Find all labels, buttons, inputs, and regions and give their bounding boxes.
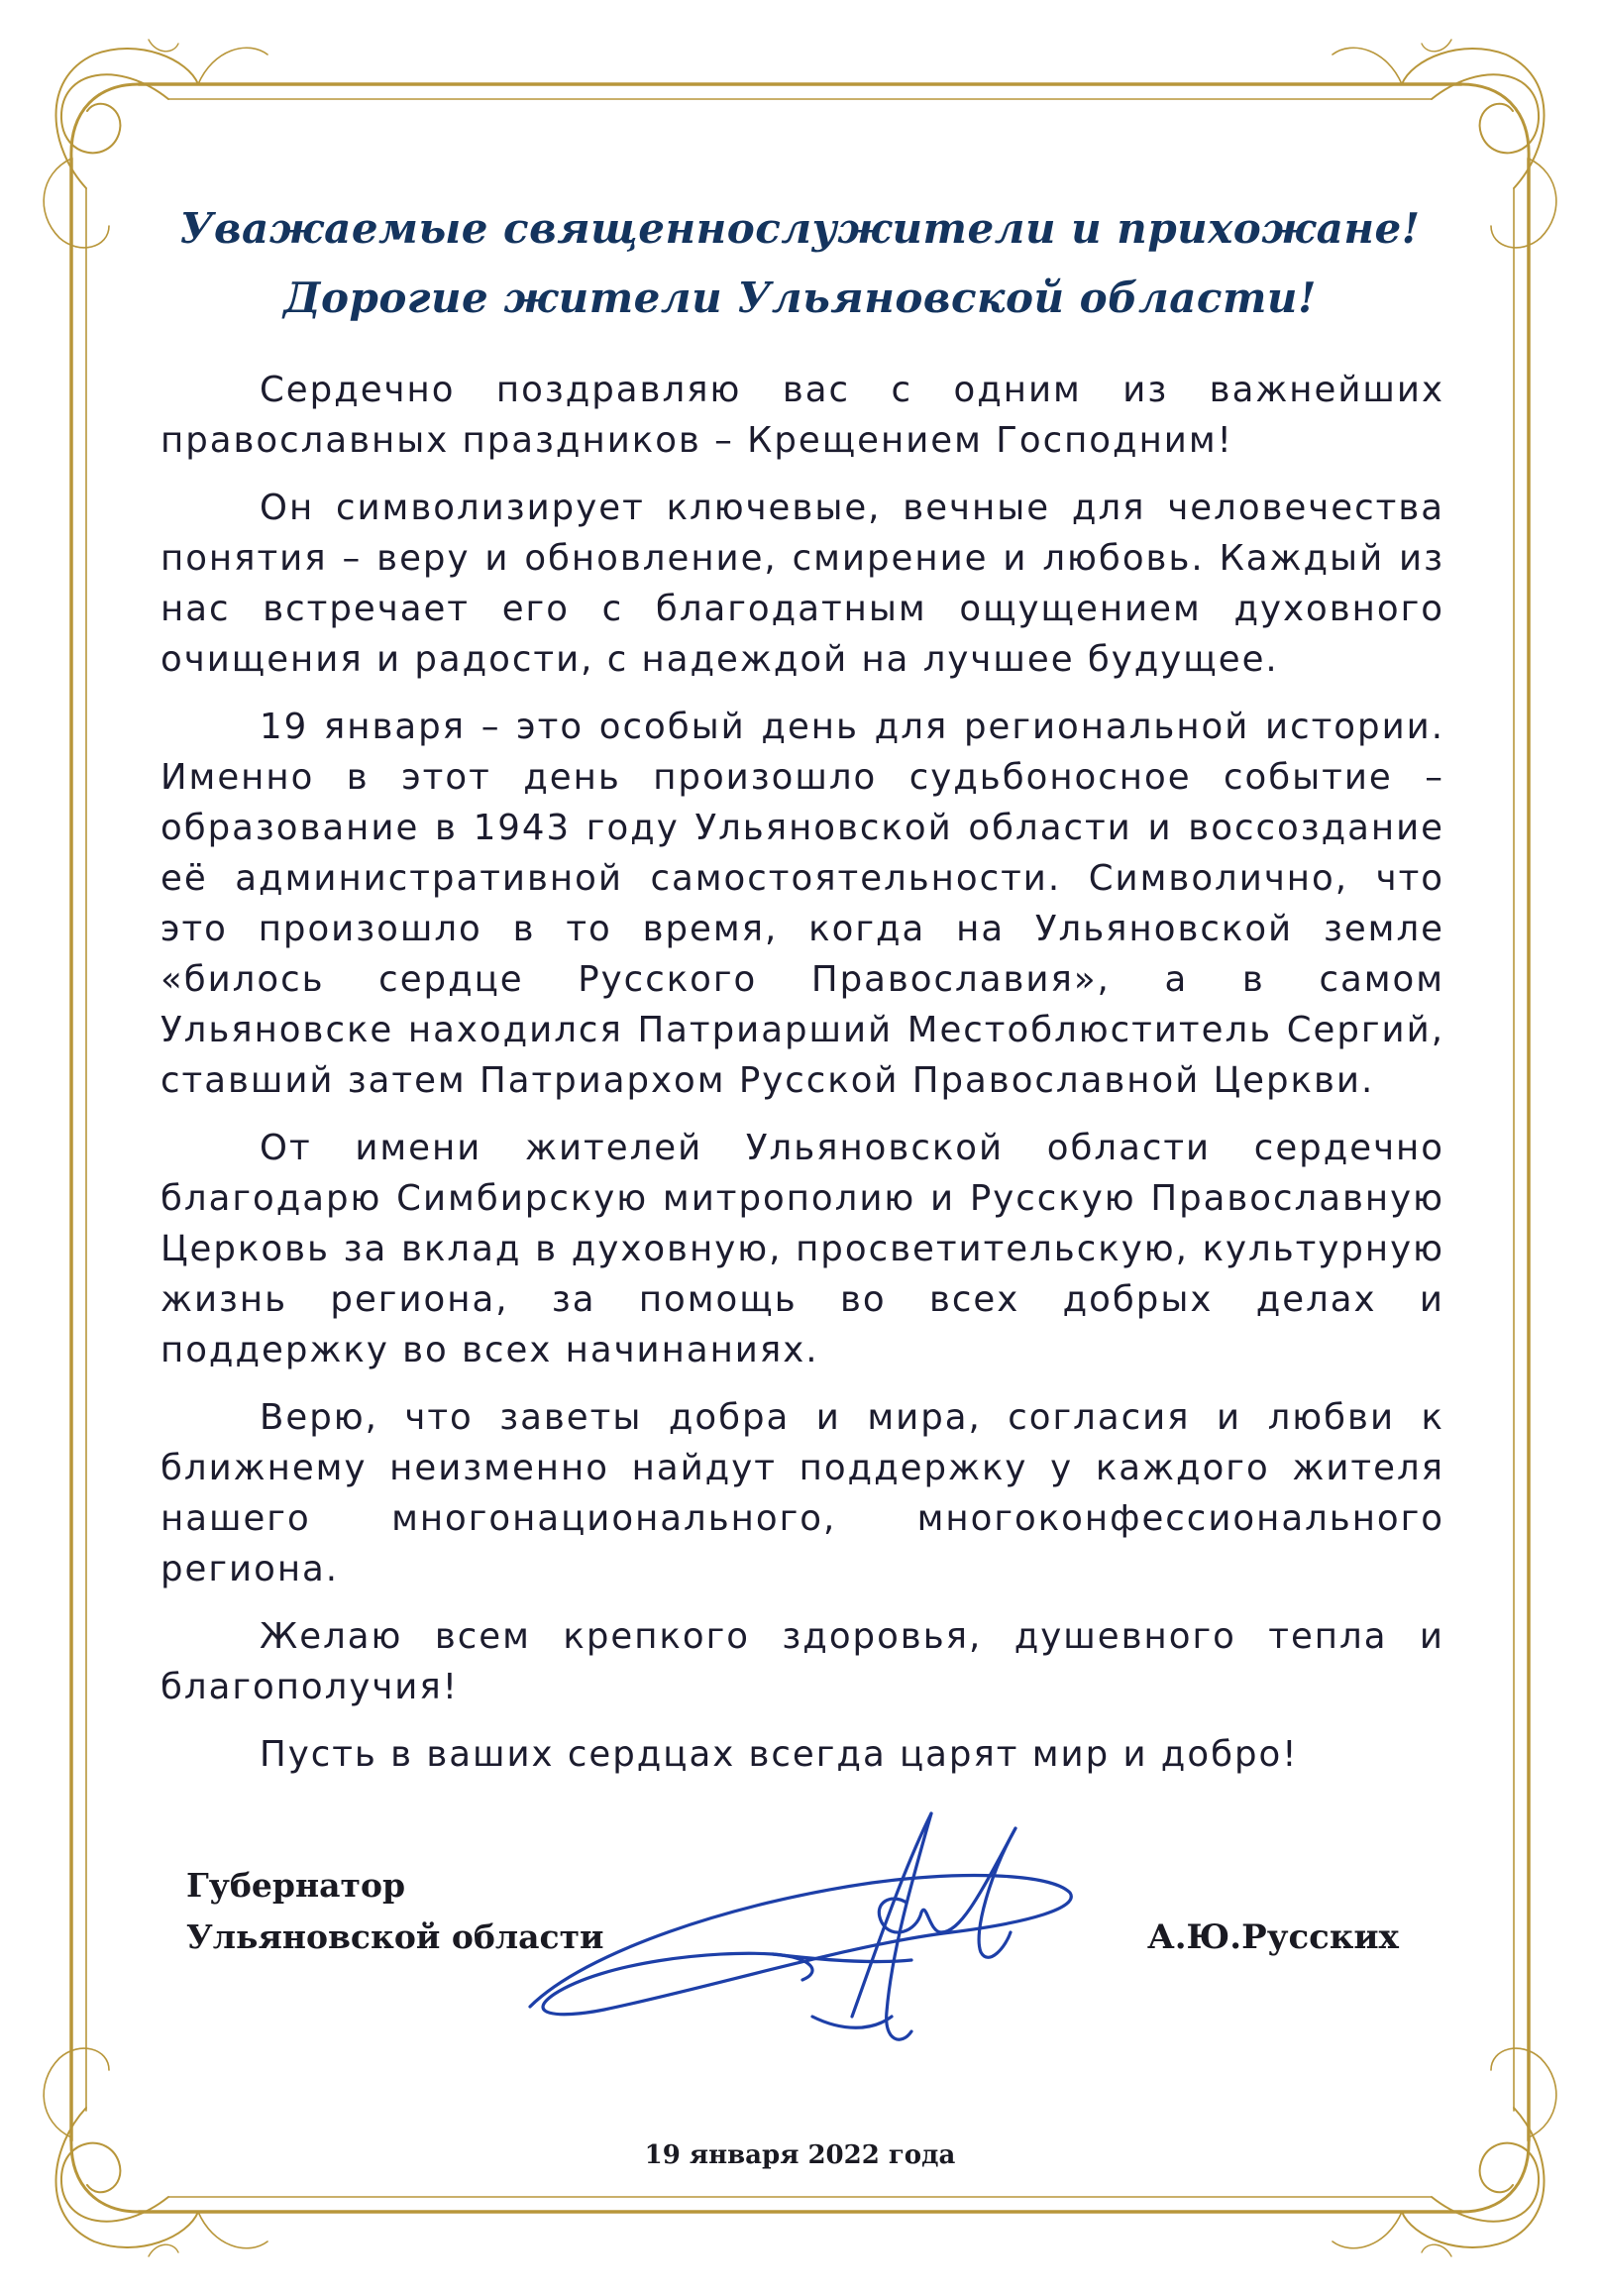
paragraph-history: 19 января – это особый день для региональной истории. Именно в этот день произошло судьбоносное событие – образование в 1943 году Ульяновской области и воссоздание её административной самостоятельности. Символично, что это произошло в то время, когда на Ульяновской земле «билось сердце Русского Православия», а в самом Ульяновске находился Патриарший Местоблюститель Сергий, ставший затем Патриархом Русской Православной Церкви. bbox=[160, 707, 1444, 1101]
paragraph-belief: Верю, что заветы добра и мира, согласия и любви к ближнему неизменно найдут поддержку у каждого жителя нашего многонационального, многоконфессионального региона. bbox=[160, 1397, 1444, 1589]
paragraph-greeting: Сердечно поздравляю вас с одним из важнейших православных праздников – Крещением Господним! bbox=[160, 370, 1444, 461]
heading-line-2: Дорогие жители Ульяновской области! bbox=[283, 273, 1317, 322]
signatory-name: А.Ю.Русских bbox=[1147, 1917, 1399, 1957]
paragraph-wishes: Желаю всем крепкого здоровья, душевного тепла и благополучия! bbox=[160, 1616, 1444, 1707]
paragraph-meaning: Он символизирует ключевые, вечные для человечества понятия – веру и обновление, смирение и любовь. Каждый из нас встречает его с благодатным ощущением духовного очищения и радости, с надеждой на лучшее будущее. bbox=[160, 488, 1444, 680]
signatory-position-line-2: Ульяновской области bbox=[186, 1917, 604, 1956]
letter-date: 19 января 2022 года bbox=[644, 2140, 956, 2170]
handwritten-signature bbox=[515, 1784, 1129, 2081]
paragraph-closing: Пусть в ваших сердцах всегда царят мир и добро! bbox=[260, 1734, 1299, 1775]
signatory-position-line-1: Губернатор bbox=[186, 1866, 406, 1905]
heading-line-1: Уважаемые священнослужители и прихожане! bbox=[179, 204, 1421, 253]
paragraph-gratitude: От имени жителей Ульяновской области сердечно благодарю Симбирскую митрополию и Русскую Православную Церковь за вклад в духовную, просветительскую, культурную жизнь региона, за помощь во всех добрых делах и поддержку во всех начинаниях. bbox=[160, 1128, 1444, 1370]
letter-body bbox=[160, 365, 1444, 1797]
